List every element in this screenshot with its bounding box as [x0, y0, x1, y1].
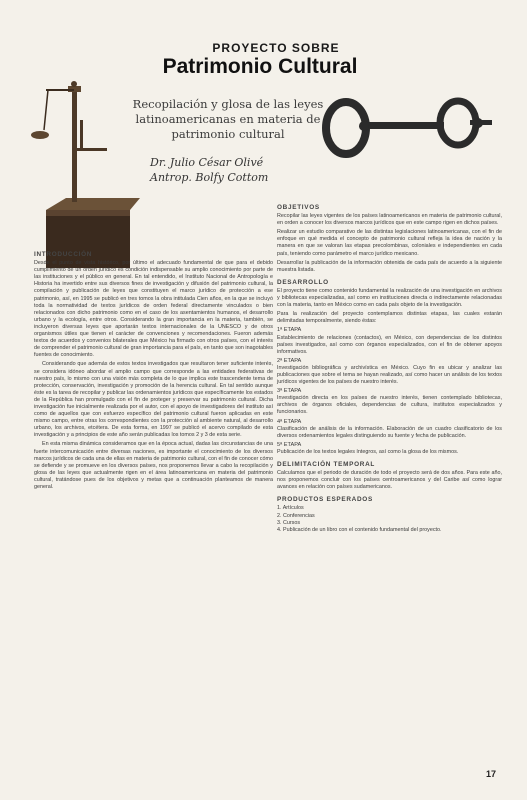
page-number: 17 — [486, 769, 497, 779]
development-paragraph: El proyecto tiene como contenido fundamental la realización de una investigación en archivos y bibliotecas especializadas, así como en instituciones directa o indirectamente relacionadas con la materia, tanto en México como en cada país objeto de la investigación. — [277, 287, 502, 309]
stage-text: Establecimiento de relaciones (contactos), en México, con dependencias de los distintos países investigados, así como con órganos especializados, con el fin de obtener apoyos informativos. — [277, 334, 502, 355]
right-column — [277, 204, 502, 539]
author-name: Dr. Julio César Olivé — [150, 156, 264, 169]
product-item: 2. Conferencias — [277, 512, 315, 519]
development-section — [277, 279, 502, 456]
intro-paragraph: Desde el punto de vista histórico, por último el adecuado fundamental de que para el debido cumplimiento de un orden jurídico es condición indispensable su amplio conocimiento por parte de las instituciones y el público en general. En tal entendido, el Instituto Nacional de Antropología e Historia ha invertido entre sus diversos fines de investigación y difusión del patrimonio cultural, la compilación y publicación de leyes que constituyen el marco jurídico de protección a ese patrimonio, así, en 1995 se publicó en tres tomos la obra intitulada Cien años, en la que se incluyó toda la normatividad de textos jurídicos de orden federal directamente vinculados o bien relacionados con dicho patrimonio como en el caso de los asentamientos humanos, el desarrollo urbano y la ecología, entre otros. Considerando la gran importancia en la materia, también, se incluyeron diversas leyes que aportarán textos internacionales de la UNESCO y de otros organismos útiles que tienen el carácter de convenciones y recomendaciones. Fueron además textos de acuerdos y convenios bilaterales que México ha firmado con otros países, con el interés de comprender el patrimonio cultural de gran importancia para el país, en tanto que son inagotables fuentes de conocimiento. — [34, 260, 273, 359]
product-item: 1. Artículos — [277, 505, 304, 512]
stage-label: 2ª ETAPA — [277, 357, 302, 364]
author-name: Antrop. Bolfy Cottom — [150, 171, 269, 184]
objective-item: Realizar un estudio comparativo de las distintas legislaciones latinoamericanas, con el fin de enfoque en qué medida el concepto de patrimonio cultural refleja la idea de nación y la manera en que se valoran las etapas precolombinas, coloniales e independientes en cada país, teniendo como parámetro el marco jurídico mexicano. — [277, 229, 502, 257]
article-authors — [150, 155, 310, 185]
article-kicker: PROYECTO SOBRE — [212, 41, 340, 55]
left-column — [34, 251, 273, 493]
product-item: 4. Publicación de un libro con el contenido fundamental del proyecto. — [277, 526, 442, 533]
stage-text: Clasificación de análisis de la información. Elaboración de un cuadro clasificatorio de los diversos ordenamientos legales distinguiendo su fuente y fecha de publicación. — [277, 425, 502, 439]
delimitation-section — [277, 461, 502, 491]
products-heading: PRODUCTOS ESPERADOS — [277, 496, 373, 504]
products-section — [277, 496, 502, 533]
development-heading: DESARROLLO — [277, 278, 329, 286]
antique-scale-illustration — [22, 60, 140, 270]
stage-label: 3ª ETAPA — [277, 388, 302, 395]
delimitation-paragraph: Calculamos que el periodo de duración de todo el proyecto será de dos años. Para este año, nos proponemos concluir con los países centroamericanos y del Caribe así como lograr avances en relación con países sudamericanos. — [277, 470, 502, 491]
objectives-section — [277, 204, 502, 274]
objectives-heading: OBJETIVOS — [277, 204, 320, 211]
shackles-illustration — [320, 95, 495, 170]
stage-label: 4ª ETAPA — [277, 418, 302, 425]
delimitation-heading: DELIMITACIÓN TEMPORAL — [277, 461, 376, 468]
introduction-heading: INTRODUCCIÓN — [34, 251, 93, 258]
article-subtitle: Recopilación y glosa de las leyes latinoamericanas en materia de patrimonio cultural — [132, 97, 324, 141]
objective-item: Recopilar las leyes vigentes de los países latinoamericanos en materia de patrimonio cultural, en orden a conocer los diversos marcos jurídicos que en este campo rigen en dichos países. — [277, 213, 502, 227]
article-title: Patrimonio Cultural — [162, 55, 358, 78]
product-item: 3. Cursos — [277, 519, 301, 526]
stage-label: 1ª ETAPA — [277, 327, 302, 334]
stage-label: 5ª ETAPA — [277, 441, 302, 448]
stage-text: Investigación bibliográfica y archivística en México. Cuyo fin es ubicar y analizar las publicaciones que sobre el tema se hayan realizado, así como hacer un análisis de los textos jurídicos vigentes de los países de nuestro interés. — [277, 364, 502, 386]
development-paragraph: Para la realización del proyecto contemplamos distintas etapas, las cuales estarán delimitadas temporalmente, siendo éstas: — [277, 311, 502, 325]
objective-item: Desarrollar la publicación de la información obtenida de cada país de acuerdo a la siguiente muestra listada. — [277, 259, 502, 273]
intro-paragraph: En esta misma dinámica consideramos que en la época actual, dadas las circunstancias de una fuerte intercomunicación entre diversas naciones, es importante el conocimiento de los diversos marcos jurídicos de cada una de ellas en materia de patrimonio cultural, con el fin de conocer cómo se defiende y se promueve en los diversos países, nos proponemos llevar a cabo la recopilación y glosa de las leyes que actualmente rigen en el área latinoamericana en materia del patrimonio cultural, tratándose pues de los objetivos y metas que a continuación planteamos de manera general. — [34, 441, 273, 490]
intro-paragraph: Considerando que además de estos textos investigados que resultaron tener suficiente interés, se considera idóneo abordar el amplio campo que corresponde a las entidades federativas de nuestro país, lo mismo con una visión más completa de lo que implica este trascendente tema de protección, conservación, investigación y promoción de la herencia cultural. En tal sentido aunque éste es la tarea de recopilar y publicar las ordenamientos jurídicos que específicamente los estados de la República han promulgado con el fin de proteger y preservar su patrimonio cultural. Dicha investigación fue inicialmente realizada por el autor, con el apoyo de investigadores del instituto así como de aquellos que con esfuerzo específico del patrimonio cultural fueron aplicadas en este mismo campo, entre otras los correspondientes con la protección al ambiente natural, al desarrollo urbano, los archivos, etcétera. De esta forma, en 1997 se publicó el acervo compilado de esta investigación y a principios de este año serán publicadas los tomos 2 y 3 de esta serie. — [34, 361, 273, 439]
stage-text: Publicación de los textos legales íntegros, así como la glosa de los mismos. — [277, 448, 459, 455]
stage-text: Investigación directa en los países de nuestro interés, tienen contemplado bibliotecas, archivos de órganos oficiales, dependencias de cultura, institutos especializados y funcionarios. — [277, 395, 502, 416]
